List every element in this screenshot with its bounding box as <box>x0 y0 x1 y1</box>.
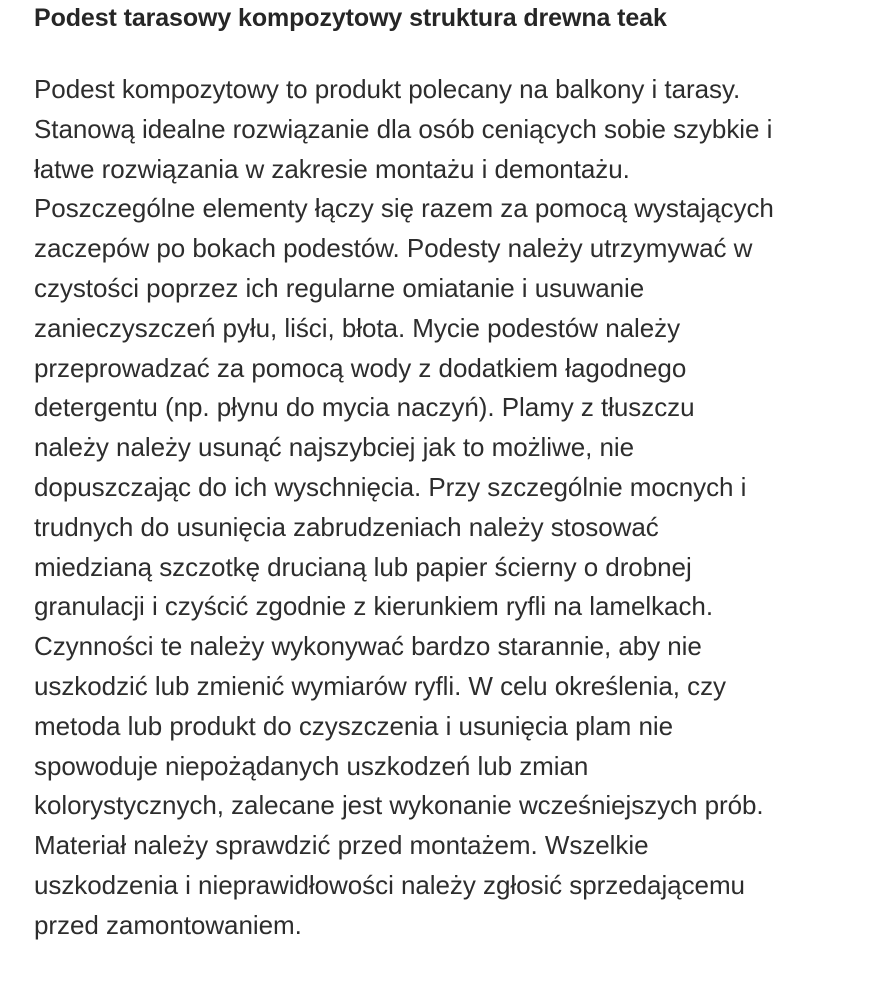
description-line: należy należy usunąć najszybciej jak to możliwe, nie <box>34 432 635 463</box>
product-title: Podest tarasowy kompozytowy struktura drewna teak <box>34 4 667 32</box>
description-line: trudnych do usunięcia zabrudzeniach należy stosować <box>34 511 659 542</box>
description-line: łatwe rozwiązania w zakresie montażu i demontażu. <box>34 153 630 184</box>
description-line: Podest kompozytowy to produkt polecany na balkony i tarasy. <box>34 74 741 104</box>
description-line: zaczepów po bokach podestów. Podesty należy utrzymywać w <box>34 233 753 264</box>
description-line: metoda lub produkt do czyszczenia i usunięcia plam nie <box>34 710 673 741</box>
description-line: Materiał należy sprawdzić przed montażem. Wszelkie <box>34 830 649 861</box>
description-line: detergentu (np. płynu do mycia naczyń). Plamy z tłuszczu <box>34 392 695 423</box>
description-line: miedzianą szczotkę drucianą lub papier ścierny o drobnej <box>34 551 692 582</box>
description-line: spowoduje niepożądanych uszkodzeń lub zmian <box>34 750 589 781</box>
description-line: przeprowadzać za pomocą wody z dodatkiem łagodnego <box>34 352 687 383</box>
description-line: czystości poprzez ich regularne omiatanie i usuwanie <box>34 272 645 303</box>
description-body <box>34 70 854 946</box>
description-line: Poszczególne elementy łączy się razem za pomocą wystających <box>34 193 774 224</box>
description-line: kolorystycznych, zalecane jest wykonanie wcześniejszych prób. <box>34 790 764 821</box>
description-line: granulacji i czyścić zgodnie z kierunkiem ryfli na lamelkach. <box>34 591 713 622</box>
description-line: uszkodzenia i nieprawidłowości należy zgłosić sprzedającemu <box>34 869 745 900</box>
description-line: Czynności te należy wykonywać bardzo starannie, aby nie <box>34 631 702 662</box>
description-line: przed zamontowaniem. <box>34 909 302 940</box>
description-line: dopuszczając do ich wyschnięcia. Przy szczególnie mocnych i <box>34 471 747 502</box>
description-line: zanieczyszczeń pyłu, liści, błota. Mycie podestów należy <box>34 312 681 343</box>
description-line: Stanową idealne rozwiązanie dla osób ceniących sobie szybkie i <box>34 113 773 144</box>
description-line: uszkodzić lub zmienić wymiarów ryfli. W celu określenia, czy <box>34 670 726 701</box>
